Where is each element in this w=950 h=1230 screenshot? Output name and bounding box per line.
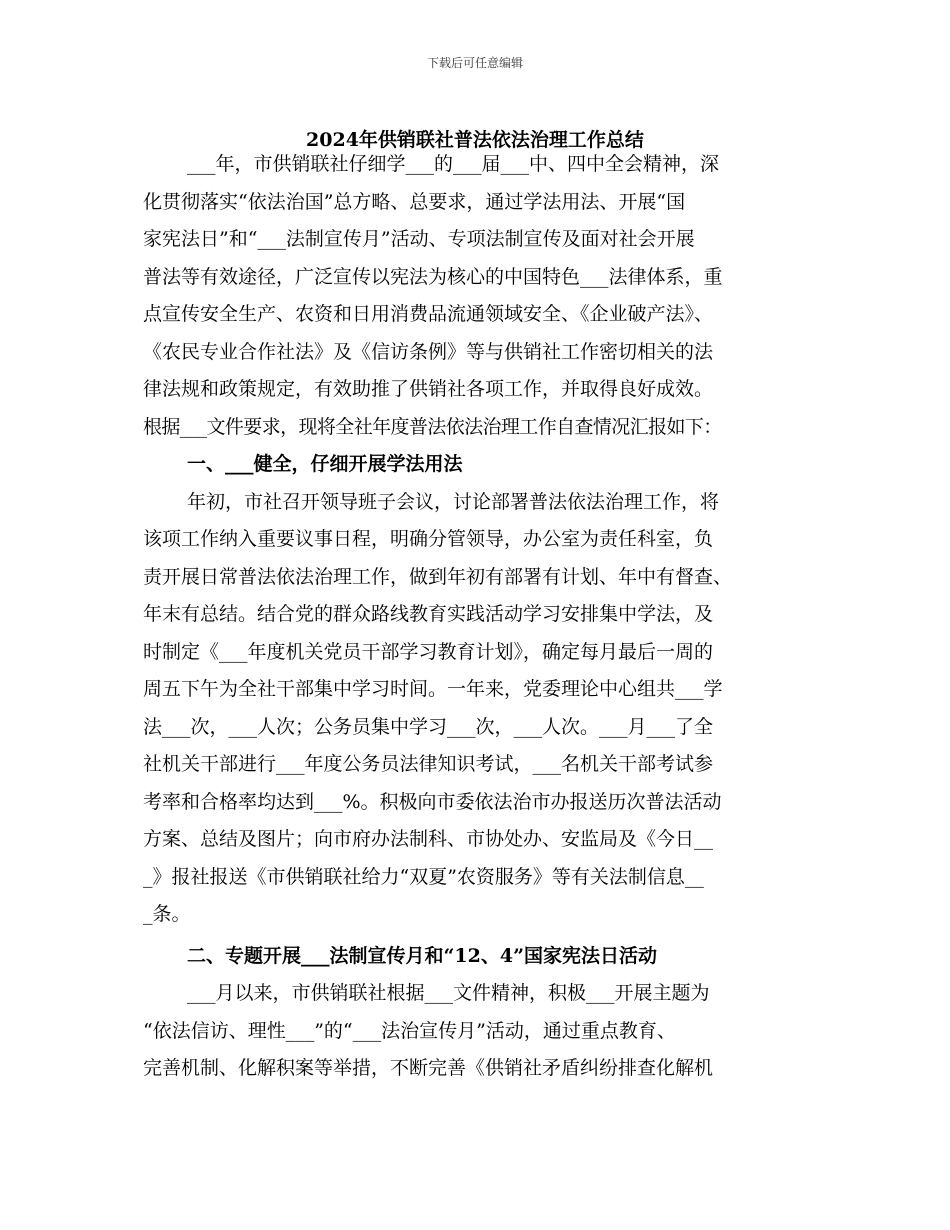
document-body <box>143 146 813 1088</box>
paragraph-line: ___月以来，市供销联社根据___文件精神，积极___开展主题为 <box>187 982 710 1004</box>
paragraph-line: 周五下午为全社干部集中学习时间。一年来，党委理论中心组共___学 <box>143 678 723 700</box>
paragraph-line: 根据___文件要求，现将全社年度普法依法治理工作自查情况汇报如下： <box>143 415 722 438</box>
page-header-note: 下载后可任意编辑 <box>426 56 523 70</box>
paragraph-line: 《农民专业合作社法》及《信访条例》等与供销社工作密切相关的法 <box>143 340 714 363</box>
paragraph-line: 考率和合格率均达到___%。积极向市委依法治市办报送历次普法活动 <box>143 790 722 813</box>
paragraph-line: 律法规和政策规定，有效助推了供销社各项工作，并取得良好成效。 <box>143 378 714 400</box>
paragraph-line: 社机关干部进行___年度公务员法律知识考试，___名机关干部考试参 <box>143 753 714 775</box>
paragraph-line: 方案、总结及图片；向市府办法制科、市协处办、安监局及《今日__ <box>143 828 714 850</box>
paragraph-line: 普法等有效途径，广泛宣传以宪法为核心的中国特色___法律体系，重 <box>143 265 723 288</box>
paragraph-line: _条。 <box>143 903 191 925</box>
paragraph-line: 该项工作纳入重要议事日程，明确分管领导，办公室为责任科室，负 <box>143 528 714 550</box>
paragraph-line: ___年，市供销联社仔细学___的___届___中、四中全会精神，深 <box>187 153 720 175</box>
paragraph-line: 责开展日常普法依法治理工作，做到年初有部署有计划、年中有督查、 <box>143 565 733 588</box>
paragraph-line: 时制定《___年度机关党员干部学习教育计划》，确定每月最后一周的 <box>143 640 714 663</box>
paragraph-line: “依法信访、理性___”的“___法治宣传月”活动，通过重点教育、 <box>143 1019 676 1042</box>
paragraph-line: 点宣传安全生产、农资和日用消费品流通领域安全、《企业破产法》、 <box>143 303 714 325</box>
paragraph-line: 法___次，___人次；公务员集中学习___次，___人次。___月___了全 <box>143 715 714 738</box>
paragraph-line: 年初，市社召开领导班子会议，讨论部署普法依法治理工作，将 <box>187 490 720 513</box>
paragraph-line: _》报社报送《市供销联社给力“双夏”农资服务》等有关法制信息__ <box>143 865 704 888</box>
paragraph-line: 年末有总结。结合党的群众路线教育实践活动学习安排集中学法，及 <box>143 603 714 625</box>
paragraph-line: 完善机制、化解积案等举措，不断完善《供销社矛盾纠纷排查化解机 <box>143 1057 714 1079</box>
paragraph-line: 家宪法日”和“___法制宣传月”活动、专项法制宣传及面对社会开展 <box>143 228 695 250</box>
paragraph-line: 化贯彻落实“依法治国”总方略、总要求，通过学法用法、开展“国 <box>143 190 686 213</box>
document-title: 2024年供销联社普法依法治理工作总结 <box>306 129 644 151</box>
section-heading-1: 一、___健全，仔细开展学法用法 <box>187 453 463 475</box>
section-heading-2: 二、专题开展___法制宣传月和“12、4”国家宪法日活动 <box>187 944 658 967</box>
